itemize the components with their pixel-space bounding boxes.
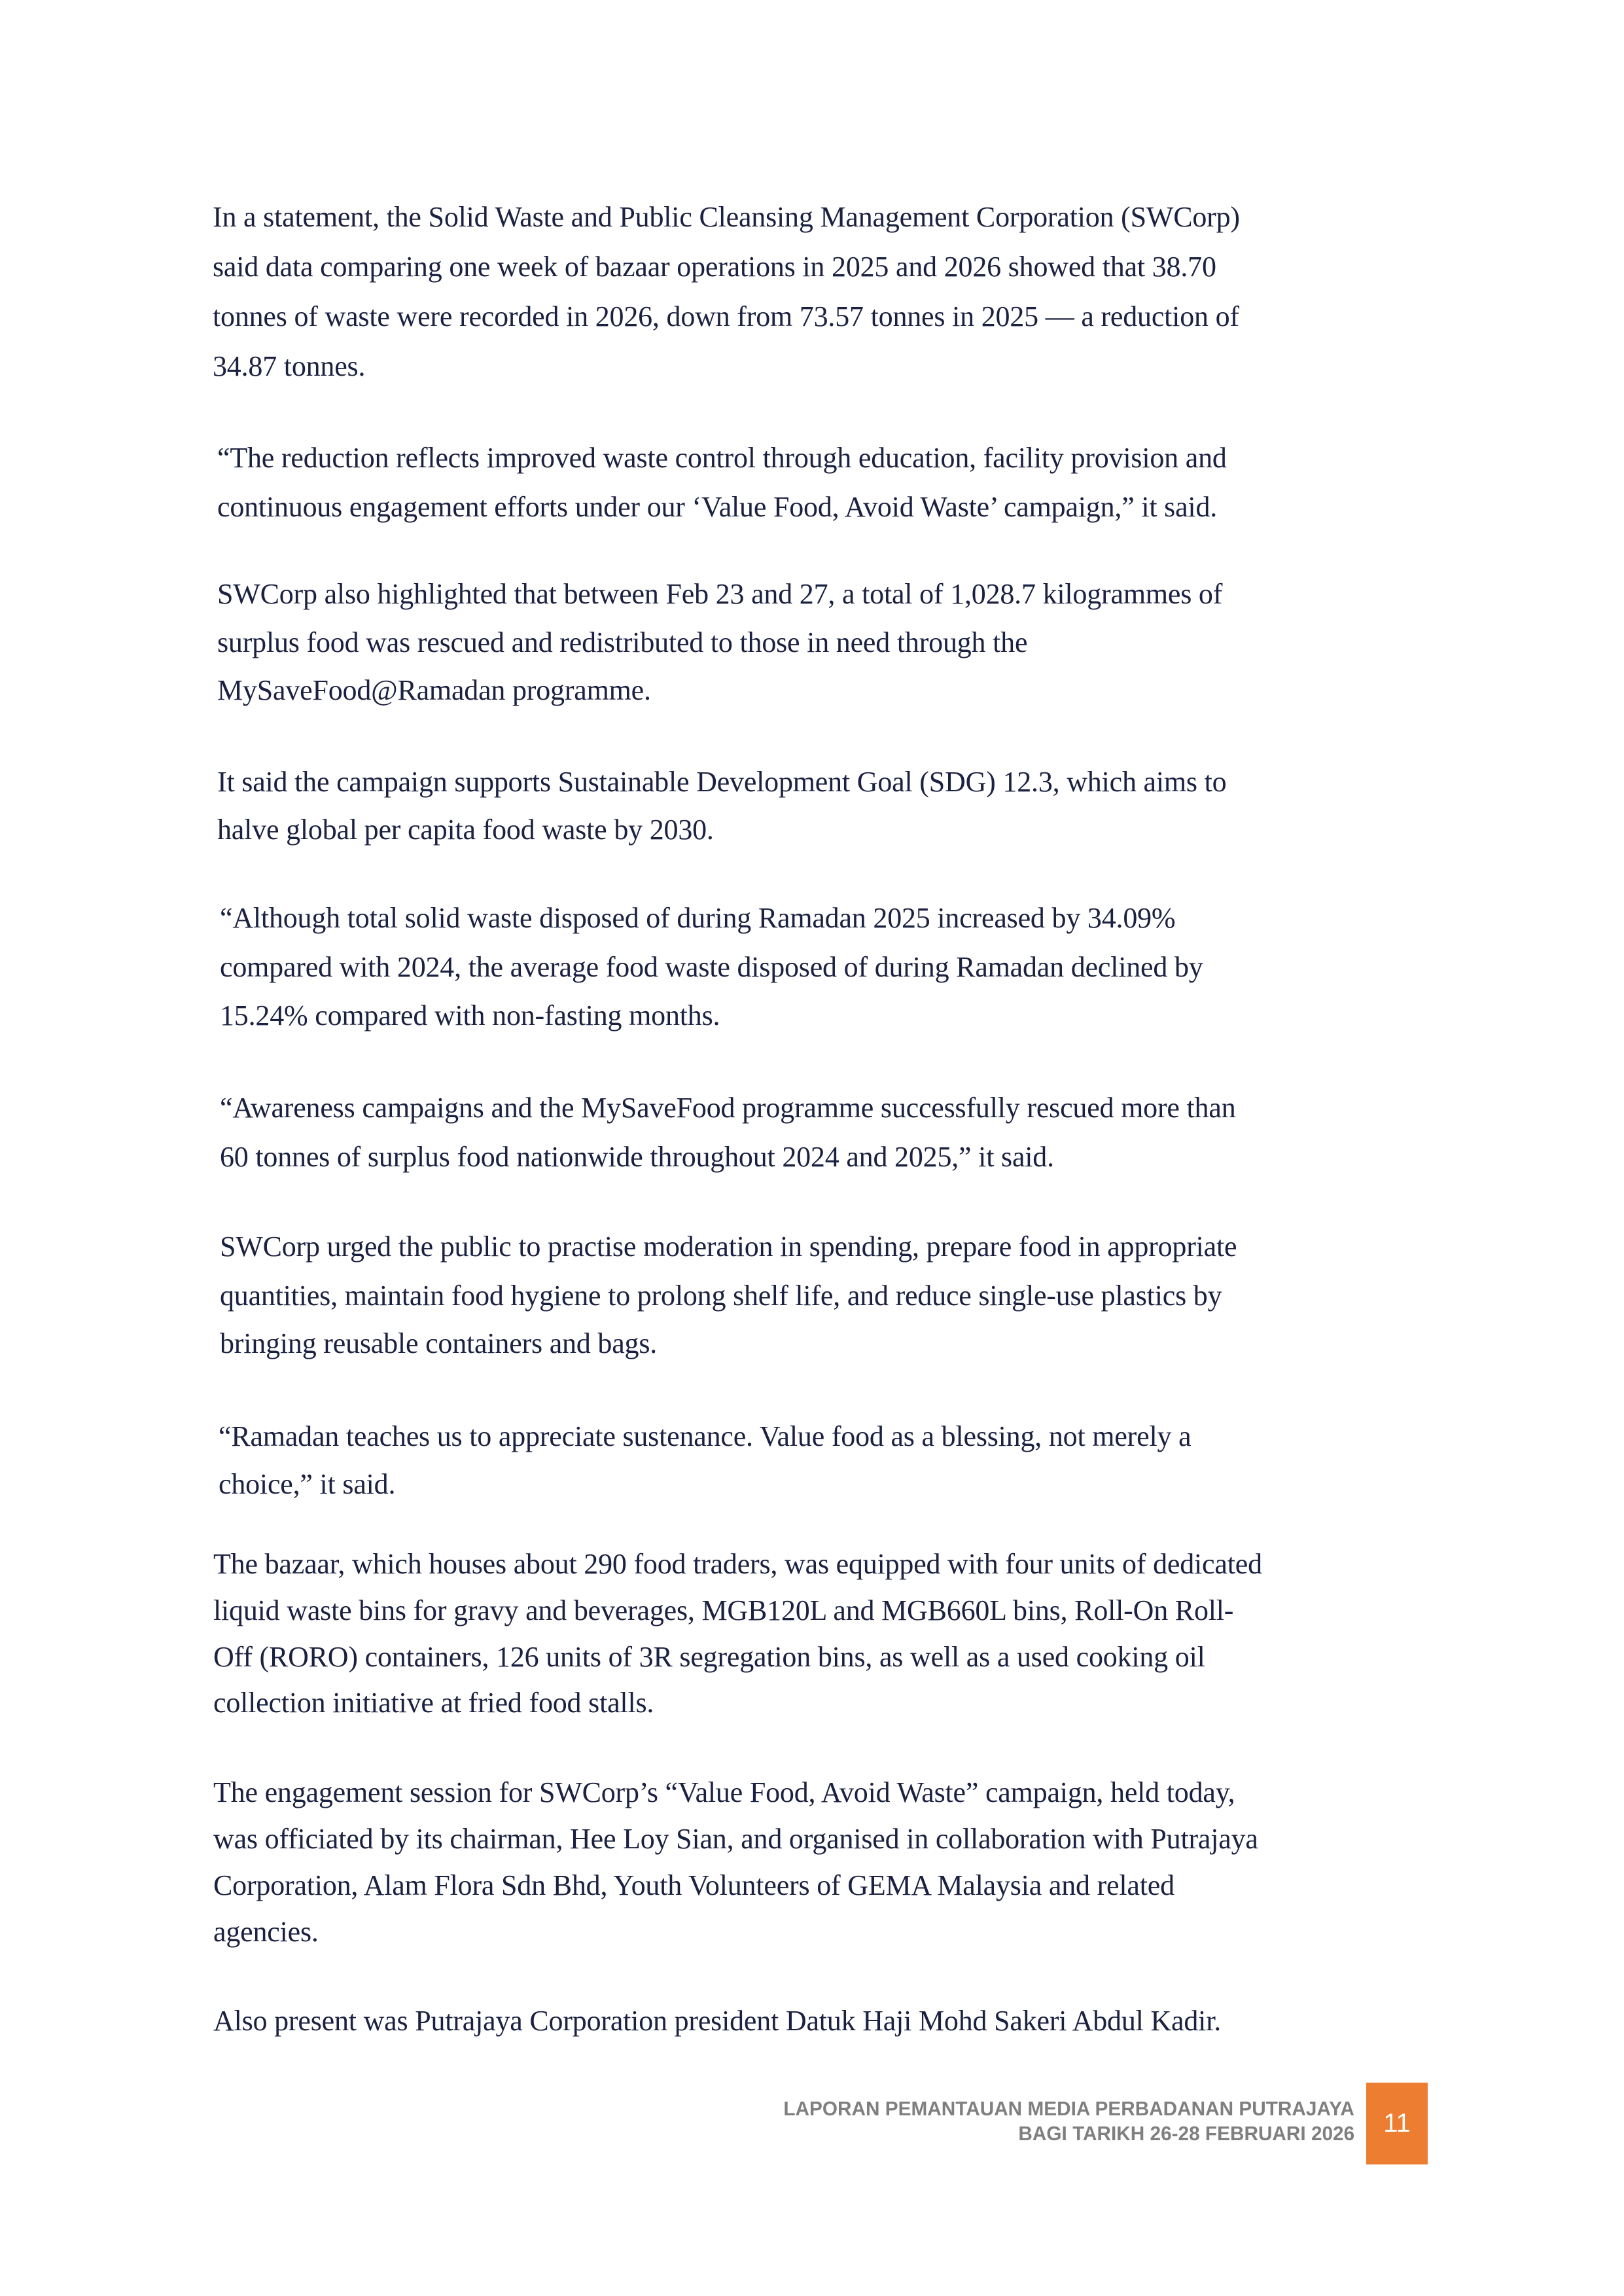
text-line: 60 tonnes of surplus food nationwide throughout 2024 and 2025,” it said. <box>220 1141 1054 1173</box>
text-line: “Ramadan teaches us to appreciate sustenance. Value food as a blessing, not merely a <box>219 1420 1192 1452</box>
text-line: It said the campaign supports Sustainable Development Goal (SDG) 12.3, which aims to <box>217 766 1227 798</box>
text-line: was officiated by its chairman, Hee Loy Sian, and organised in collaboration with Putrajaya <box>213 1823 1258 1855</box>
text-line: “The reduction reflects improved waste control through education, facility provision and <box>217 442 1227 474</box>
text-line: SWCorp urged the public to practise moderation in spending, prepare food in appropriate <box>220 1230 1237 1263</box>
text-line: In a statement, the Solid Waste and Public Cleansing Management Corporation (SWCorp) <box>213 201 1240 233</box>
footer-report-title: LAPORAN PEMANTAUAN MEDIA PERBADANAN PUTRAJAYA <box>783 2097 1354 2120</box>
text-line: said data comparing one week of bazaar operations in 2025 and 2026 showed that 38.70 <box>213 251 1216 283</box>
footer-report-dates: BAGI TARIKH 26-28 FEBRUARI 2026 <box>1018 2122 1354 2145</box>
text-line: The engagement session for SWCorp’s “Value Food, Avoid Waste” campaign, held today, <box>213 1776 1235 1808</box>
text-line: choice,” it said. <box>219 1468 396 1500</box>
text-line: continuous engagement efforts under our ‘Value Food, Avoid Waste’ campaign,” it said. <box>217 491 1218 523</box>
text-line: 15.24% compared with non-fasting months. <box>220 999 720 1031</box>
text-line: compared with 2024, the average food waste disposed of during Ramadan declined by <box>220 951 1203 983</box>
text-line: MySaveFood@Ramadan programme. <box>217 674 651 706</box>
text-line: Also present was Putrajaya Corporation president Datuk Haji Mohd Sakeri Abdul Kadir. <box>213 2005 1222 2037</box>
text-line: The bazaar, which houses about 290 food traders, was equipped with four units of dedicated <box>213 1548 1262 1580</box>
text-line: agencies. <box>213 1916 319 1948</box>
text-line: SWCorp also highlighted that between Feb 23 and 27, a total of 1,028.7 kilogrammes of <box>217 578 1223 610</box>
text-line: halve global per capita food waste by 2030. <box>217 814 714 846</box>
text-line: quantities, maintain food hygiene to prolong shelf life, and reduce single-use plastics by <box>220 1280 1222 1312</box>
text-line: “Awareness campaigns and the MySaveFood programme successfully rescued more than <box>220 1092 1236 1124</box>
text-line: surplus food was rescued and redistributed to those in need through the <box>217 626 1028 658</box>
text-line: “Although total solid waste disposed of during Ramadan 2025 increased by 34.09% <box>220 902 1176 934</box>
text-line: liquid waste bins for gravy and beverages, MGB120L and MGB660L bins, Roll-On Roll- <box>213 1594 1234 1626</box>
text-line: Corporation, Alam Flora Sdn Bhd, Youth Volunteers of GEMA Malaysia and related <box>213 1869 1174 1901</box>
page-number: 11 <box>1383 2109 1411 2138</box>
text-line: bringing reusable containers and bags. <box>220 1327 658 1359</box>
text-line: Off (RORO) containers, 126 units of 3R segregation bins, as well as a used cooking oil <box>213 1641 1205 1673</box>
page-number-badge <box>1366 2083 1428 2164</box>
text-line: collection initiative at fried food stalls. <box>213 1687 654 1719</box>
text-line: 34.87 tonnes. <box>213 350 366 382</box>
text-line: tonnes of waste were recorded in 2026, down from 73.57 tonnes in 2025 — a reduction of <box>213 300 1239 332</box>
